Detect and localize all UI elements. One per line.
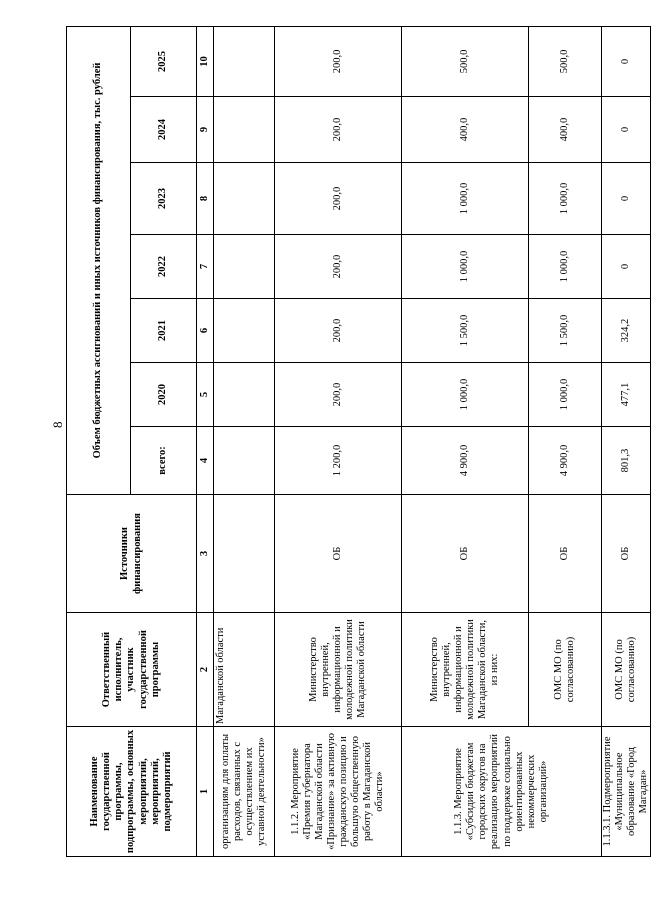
row-value: 0 xyxy=(602,163,651,235)
row-executor: Министерство внутренней, информационной и молодежной политики Магаданской области xyxy=(275,613,402,727)
header-year: 2025 xyxy=(131,26,197,96)
header-year: 2024 xyxy=(131,97,197,163)
row-value: 1 200,0 xyxy=(275,427,402,495)
column-number: 4 xyxy=(197,427,214,495)
row-executor: ОМС МО (по согласованию) xyxy=(602,613,651,727)
row-value: 200,0 xyxy=(275,163,402,235)
row-value: 400,0 xyxy=(529,97,602,163)
row-value: 801,3 xyxy=(602,427,651,495)
row-value xyxy=(214,97,275,163)
header-name: Наименование государственной программы, подпрограммы, основных мероприятий, мероприятий, подмероприятий xyxy=(67,727,197,857)
row-name: 1.1.2. Мероприятие «Премия губернатора Магаданской области «Признание» за активную гражданскую позицию и большую общественную работу в Магаданской области» xyxy=(275,727,402,857)
header-source: Источники финансирования xyxy=(67,495,197,613)
column-number: 2 xyxy=(197,613,214,727)
row-value: 1 000,0 xyxy=(529,163,602,235)
column-number: 10 xyxy=(197,26,214,96)
row-value: 200,0 xyxy=(275,299,402,363)
row-value: 4 900,0 xyxy=(402,427,529,495)
column-number: 5 xyxy=(197,363,214,427)
row-value: 0 xyxy=(602,97,651,163)
header-total: всего: xyxy=(131,427,197,495)
row-value: 1 000,0 xyxy=(529,235,602,299)
row-value xyxy=(214,26,275,96)
header-year: 2022 xyxy=(131,235,197,299)
row-value: 1 500,0 xyxy=(529,299,602,363)
row-source: ОБ xyxy=(529,495,602,613)
row-value: 0 xyxy=(602,235,651,299)
row-value: 500,0 xyxy=(402,26,529,96)
row-value xyxy=(214,299,275,363)
row-value: 477,1 xyxy=(602,363,651,427)
row-name: 1.1.3. Мероприятие «Субсидии бюджетам городских округов на реализацию мероприятий по поддержке социально ориентированных некоммерческих организаций» xyxy=(402,727,602,857)
row-value: 1 000,0 xyxy=(402,363,529,427)
header-year: 2023 xyxy=(131,163,197,235)
header-funding: Объем бюджетных ассигнований и иных источников финансирования, тыс. рублей xyxy=(67,26,131,494)
funding-table xyxy=(66,26,651,857)
row-name: организациям для оплаты расходов, связанных с осуществлением их уставной деятельности» xyxy=(214,727,275,857)
row-value xyxy=(214,427,275,495)
row-value: 4 900,0 xyxy=(529,427,602,495)
row-value xyxy=(214,235,275,299)
table-row xyxy=(214,26,275,856)
row-value: 324,2 xyxy=(602,299,651,363)
row-value xyxy=(214,163,275,235)
row-name: 1.1.3.1. Подмероприятие «Муниципальное образование «Город Магадан» xyxy=(602,727,651,857)
row-executor: Министерство внутренней, информационной и молодежной политики Магаданской области, из них: xyxy=(402,613,529,727)
column-number-row xyxy=(197,26,214,856)
row-value: 200,0 xyxy=(275,26,402,96)
row-executor: ОМС МО (по согласованию) xyxy=(529,613,602,727)
row-value: 200,0 xyxy=(275,235,402,299)
column-number: 8 xyxy=(197,163,214,235)
row-value xyxy=(214,363,275,427)
table-row xyxy=(402,26,529,856)
row-value: 200,0 xyxy=(275,363,402,427)
row-value: 500,0 xyxy=(529,26,602,96)
column-number: 7 xyxy=(197,235,214,299)
row-value: 1 000,0 xyxy=(402,163,529,235)
row-source: ОБ xyxy=(602,495,651,613)
row-source: ОБ xyxy=(402,495,529,613)
column-number: 9 xyxy=(197,97,214,163)
column-number: 3 xyxy=(197,495,214,613)
table-row xyxy=(602,26,651,856)
row-value: 200,0 xyxy=(275,97,402,163)
row-value: 1 500,0 xyxy=(402,299,529,363)
row-value: 0 xyxy=(602,26,651,96)
row-executor: Магаданской области xyxy=(214,613,275,727)
rotated-page xyxy=(66,27,650,857)
table-row xyxy=(275,26,402,856)
header-year: 2021 xyxy=(131,299,197,363)
header-year: 2020 xyxy=(131,363,197,427)
row-value: 1 000,0 xyxy=(402,235,529,299)
header-executor: Ответственный исполнитель, участник государственной программы xyxy=(67,613,197,727)
column-number: 6 xyxy=(197,299,214,363)
row-source xyxy=(214,495,275,613)
page-number: 8 xyxy=(50,421,65,428)
row-source: ОБ xyxy=(275,495,402,613)
column-number: 1 xyxy=(197,727,214,857)
row-value: 1 000,0 xyxy=(529,363,602,427)
row-value: 400,0 xyxy=(402,97,529,163)
